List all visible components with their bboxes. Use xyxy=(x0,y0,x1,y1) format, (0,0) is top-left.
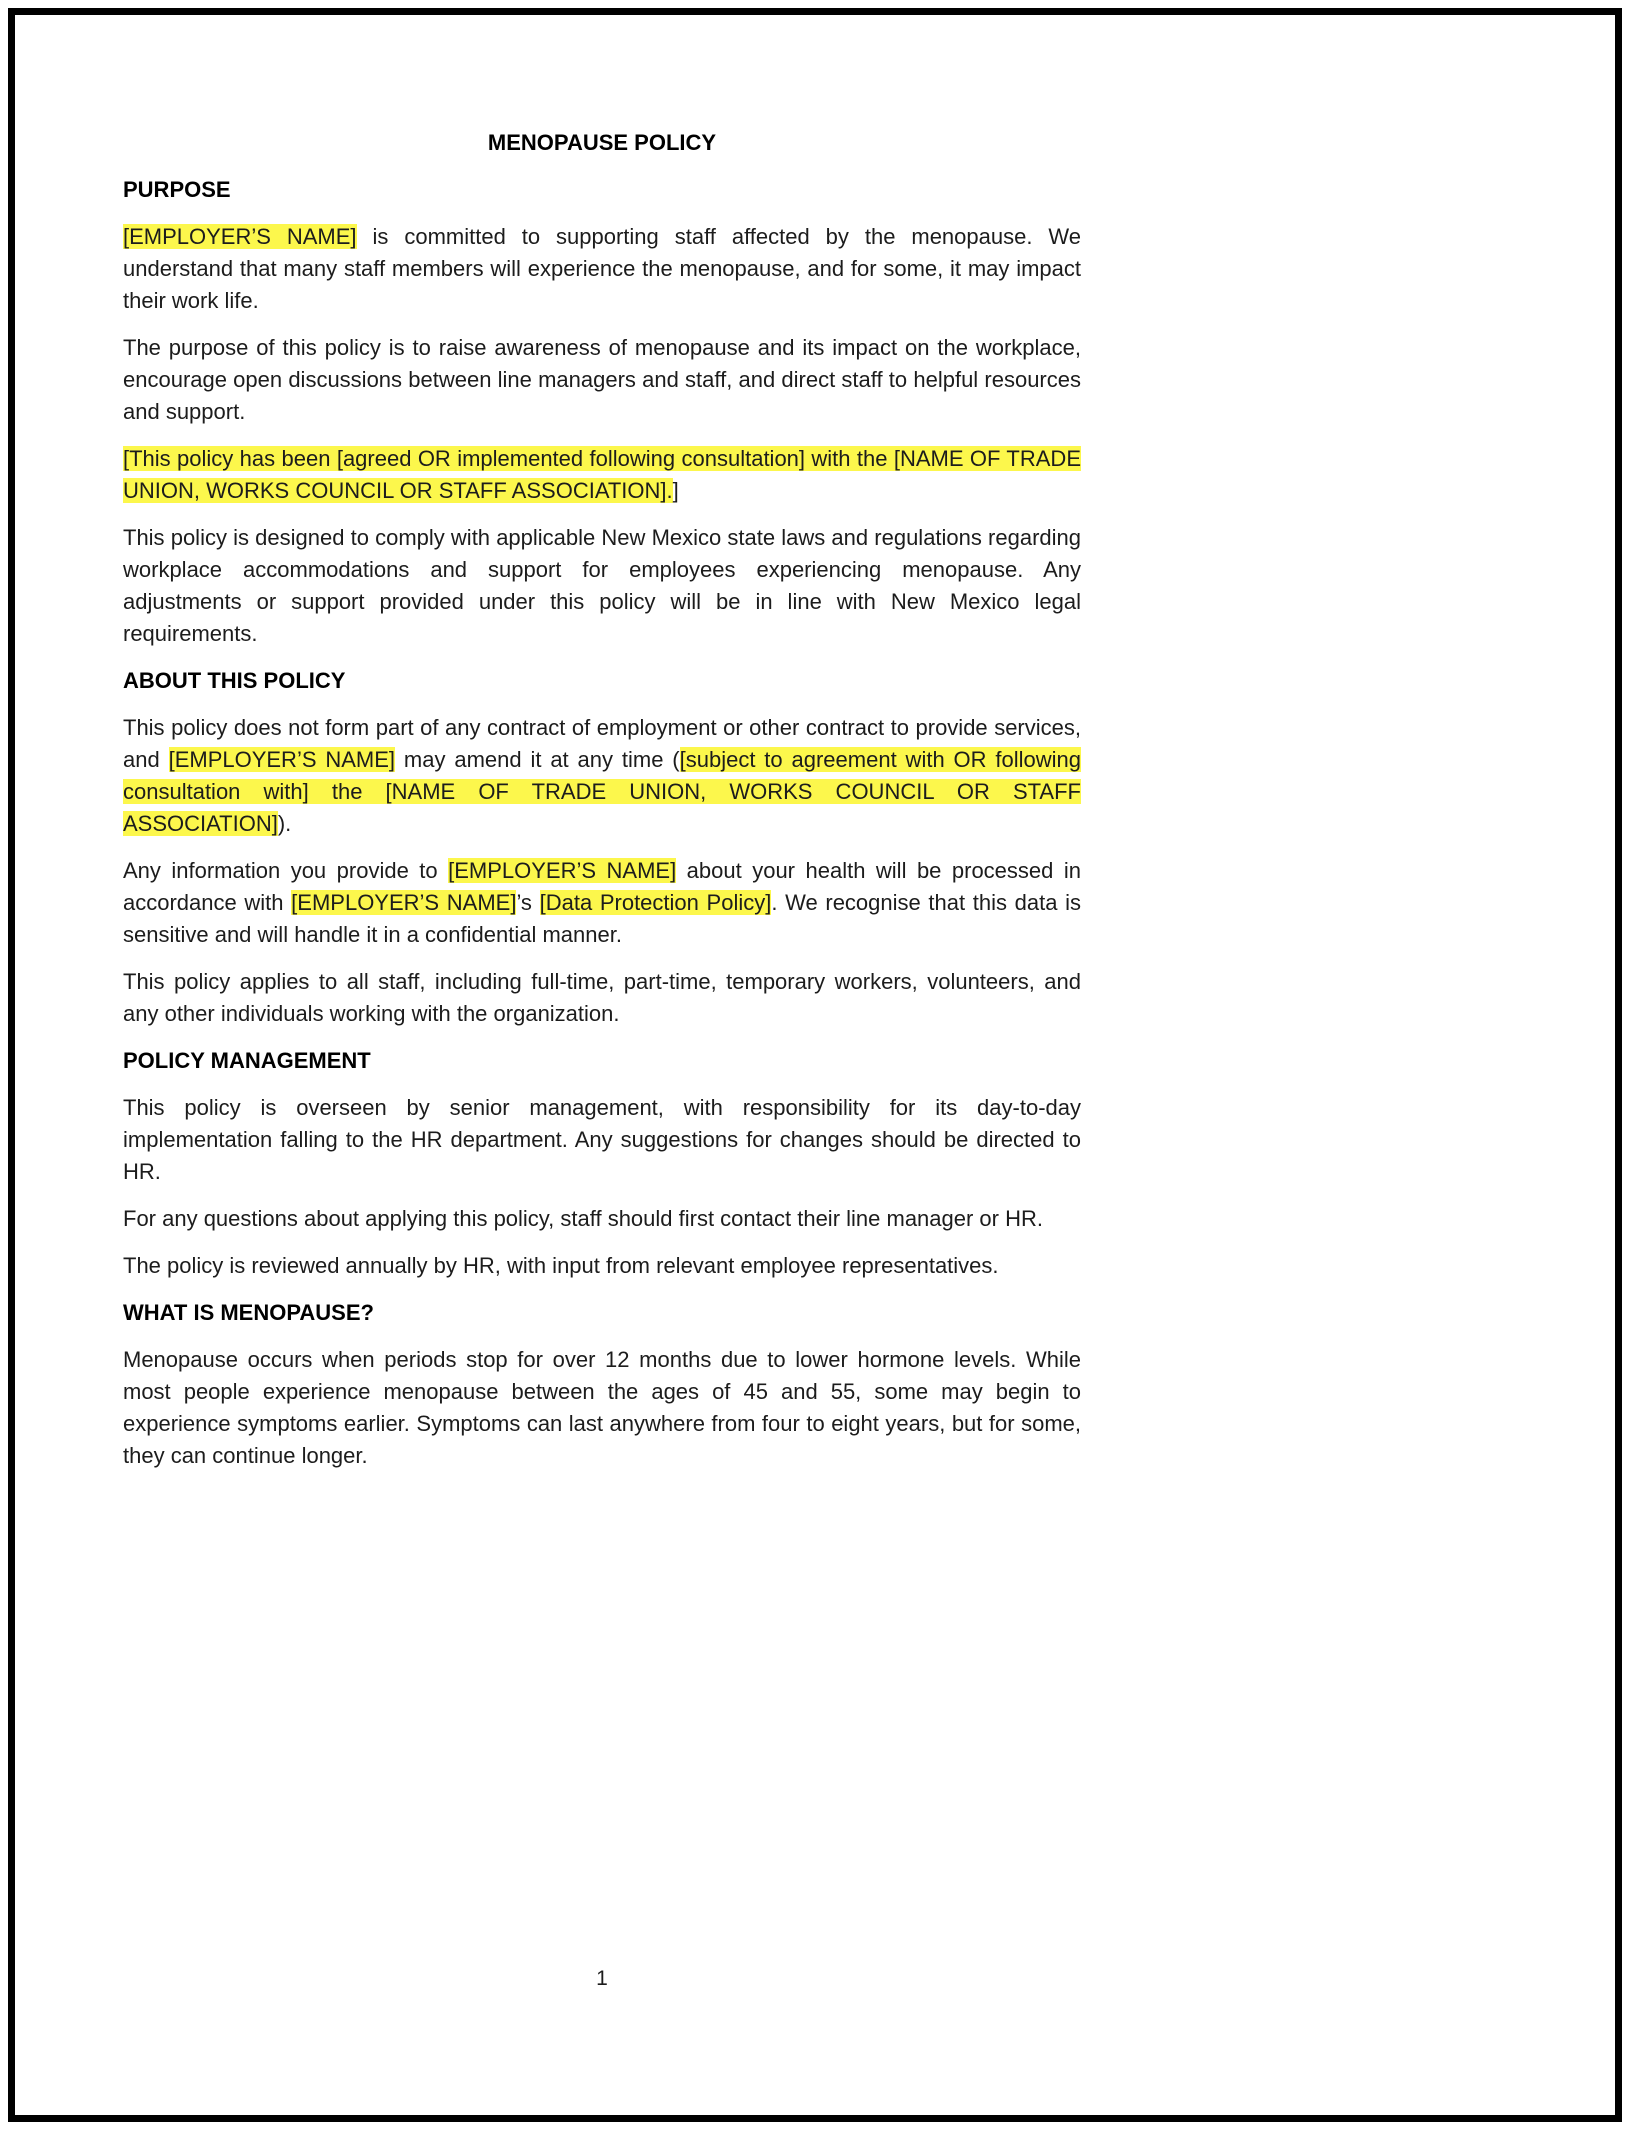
paragraph xyxy=(123,221,1081,317)
highlighted-text: [EMPLOYER’S NAME] xyxy=(448,858,677,883)
paragraph xyxy=(123,332,1081,428)
text-run: is committed to supporting staff affected by the menopause. We understand that many staff members will experience the menopause, and for some, it may impact their work life. xyxy=(123,224,1082,313)
paragraph xyxy=(123,1092,1081,1188)
text-run: The policy is reviewed annually by HR, with input from relevant employee representatives. xyxy=(123,1253,999,1278)
text-run: This policy is overseen by senior management, with responsibility for its day-to-day implementation falling to the HR department. Any suggestions for changes should be directed to HR. xyxy=(123,1095,1081,1184)
paragraph xyxy=(123,1250,1081,1282)
text-run: This policy does not form part of any contract of employment or other contract to provide services, and xyxy=(123,715,1081,772)
text-run: Menopause occurs when periods stop for over 12 months due to lower hormone levels. While most people experience menopause between the ages of 45 and 55, some may begin to experience symptoms earlier. Symptoms can last anywhere from four to eight years, but for some, they can continue longer. xyxy=(123,1347,1081,1468)
document-page xyxy=(8,8,1622,2122)
highlighted-text: [EMPLOYER’S NAME] xyxy=(123,224,357,249)
paragraph xyxy=(123,1203,1081,1235)
section-heading: ABOUT THIS POLICY xyxy=(123,668,346,693)
highlighted-text: [EMPLOYER’S NAME] xyxy=(168,747,396,772)
highlighted-text: [subject to agreement with OR following consultation with] the [NAME OF TRADE UNION, WORKS COUNCIL OR STAFF ASSOCIATION] xyxy=(123,747,1082,836)
paragraph xyxy=(123,443,1081,507)
paragraph xyxy=(123,855,1081,951)
highlighted-text: [Data Protection Policy] xyxy=(539,890,772,915)
text-run: ’s xyxy=(516,890,540,915)
text-run: about your health will be processed in accordance with xyxy=(123,858,1081,915)
section-heading: PURPOSE xyxy=(123,177,231,202)
document-blocks xyxy=(123,174,1081,1472)
document-title: MENOPAUSE POLICY xyxy=(487,130,717,155)
text-run: ). xyxy=(277,811,292,836)
page-number: 1 xyxy=(596,1967,608,1990)
text-run: The purpose of this policy is to raise awareness of menopause and its impact on the workplace, encourage open discussions between line managers and staff, and direct staff to helpful resources and support. xyxy=(123,335,1081,424)
text-run: may amend it at any time ( xyxy=(395,747,680,772)
highlighted-text: [EMPLOYER’S NAME] xyxy=(291,890,517,915)
paragraph xyxy=(123,1344,1081,1472)
document-content xyxy=(123,15,1081,1472)
highlighted-text: [This policy has been [agreed OR implemented following consultation] with the [NAME OF TRADE UNION, WORKS COUNCIL OR STAFF ASSOCIATION]. xyxy=(123,446,1081,503)
section-heading: WHAT IS MENOPAUSE? xyxy=(123,1300,374,1325)
text-run: This policy applies to all staff, including full-time, part-time, temporary workers, volunteers, and any other individuals working with the organization. xyxy=(123,969,1081,1026)
section-heading: POLICY MANAGEMENT xyxy=(123,1048,371,1073)
text-run: This policy is designed to comply with applicable New Mexico state laws and regulations regarding workplace accommodations and support for employees experiencing menopause. Any adjustments or support provided under this policy will be in line with New Mexico legal requirements. xyxy=(123,525,1081,646)
text-run: . We recognise that this data is sensitive and will handle it in a confidential manner. xyxy=(123,890,1082,947)
paragraph xyxy=(123,712,1081,840)
text-run: Any information you provide to xyxy=(123,858,449,883)
paragraph xyxy=(123,966,1081,1030)
paragraph xyxy=(123,522,1081,650)
text-run: ] xyxy=(672,478,679,503)
text-run: For any questions about applying this policy, staff should first contact their line manager or HR. xyxy=(123,1206,1043,1231)
